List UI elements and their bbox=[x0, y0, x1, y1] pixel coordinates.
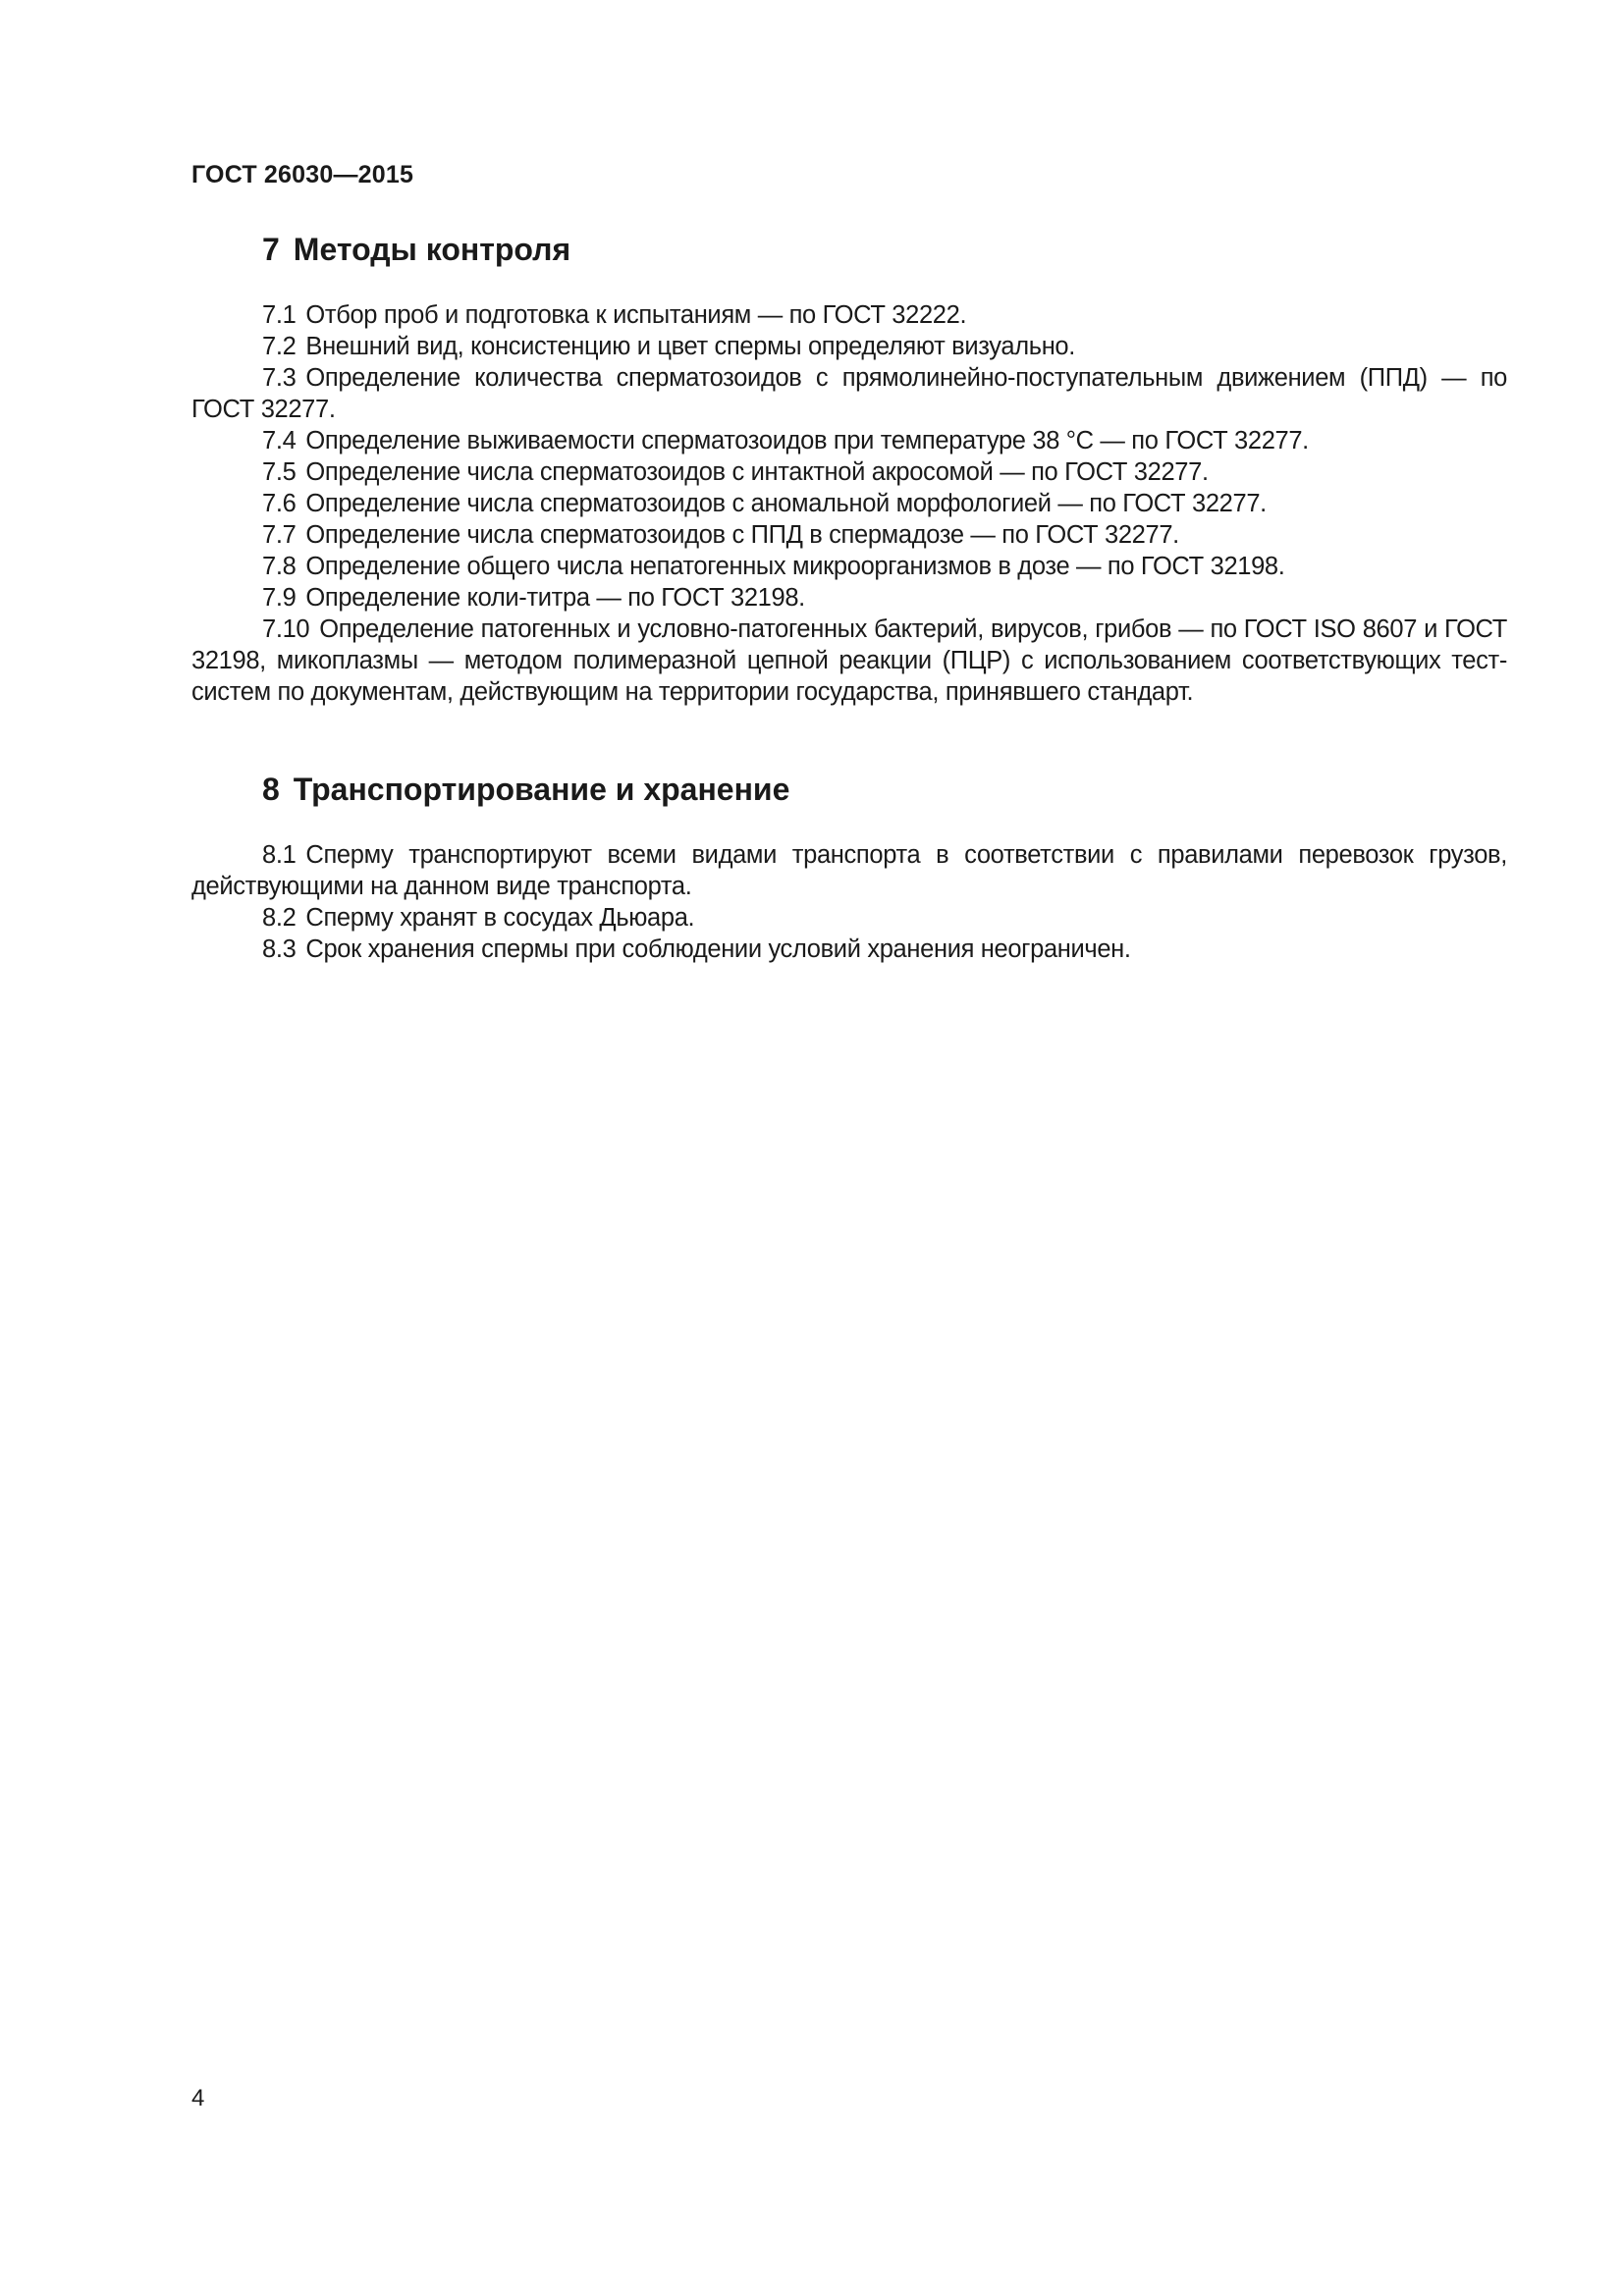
paragraph-text: Срок хранения спермы при соблюдении условий хранения неограничен. bbox=[305, 935, 1131, 963]
paragraph-number: 8.1 bbox=[262, 841, 297, 869]
paragraph-number: 7.1 bbox=[262, 301, 297, 329]
paragraph-text: Определение числа сперматозоидов с аномальной морфологией — по ГОСТ 32277. bbox=[305, 490, 1267, 517]
document-id-header: ГОСТ 26030—2015 bbox=[191, 161, 414, 188]
paragraph-text: Определение общего числа непатогенных микроорганизмов в дозе — по ГОСТ 32198. bbox=[305, 553, 1285, 580]
paragraph-text: Определение числа сперматозоидов с интактной акросомой — по ГОСТ 32277. bbox=[305, 458, 1209, 486]
paragraph-text: Определение числа сперматозоидов с ППД в спермадозе — по ГОСТ 32277. bbox=[305, 521, 1179, 549]
paragraph-7-6 bbox=[191, 488, 1507, 519]
paragraph-7-1 bbox=[191, 299, 1507, 331]
section-8-body bbox=[191, 839, 1507, 965]
section-8-number: 8 bbox=[262, 772, 280, 807]
paragraph-number: 7.4 bbox=[262, 427, 297, 454]
paragraph-7-4 bbox=[191, 425, 1507, 456]
paragraph-number: 7.5 bbox=[262, 458, 297, 486]
paragraph-7-7 bbox=[191, 519, 1507, 551]
paragraph-number: 8.2 bbox=[262, 904, 297, 932]
paragraph-7-5 bbox=[191, 456, 1507, 488]
section-8-title: Транспортирование и хранение bbox=[293, 772, 790, 807]
paragraph-text: Определение количества сперматозоидов с прямолинейно-поступательным движением (ППД) — по ГОСТ 32277. bbox=[191, 364, 1507, 423]
paragraph-7-10 bbox=[191, 614, 1507, 708]
paragraph-text: Внешний вид, консистенцию и цвет спермы определяют визуально. bbox=[305, 333, 1075, 360]
paragraph-7-8 bbox=[191, 551, 1507, 582]
section-7-number: 7 bbox=[262, 232, 280, 267]
paragraph-7-3 bbox=[191, 362, 1507, 425]
paragraph-number: 7.9 bbox=[262, 584, 297, 612]
paragraph-number: 7.2 bbox=[262, 333, 297, 360]
paragraph-number: 7.6 bbox=[262, 490, 297, 517]
paragraph-text: Определение коли-титра — по ГОСТ 32198. bbox=[305, 584, 805, 612]
paragraph-7-2 bbox=[191, 331, 1507, 362]
paragraph-text: Определение патогенных и условно-патогенных бактерий, вирусов, грибов — по ГОСТ ISO 8607 и ГОСТ 32198, микоплазмы — методом полимеразной цепной реакции (ПЦР) с использованием соответствующих тест-систем по документам, действующим на территории государства, принявшего стандарт. bbox=[191, 615, 1507, 706]
paragraph-text: Сперму хранят в сосудах Дьюара. bbox=[305, 904, 695, 932]
paragraph-number: 7.7 bbox=[262, 521, 297, 549]
section-7-body bbox=[191, 299, 1507, 708]
paragraph-number: 7.10 bbox=[262, 615, 310, 643]
paragraph-text: Сперму транспортируют всеми видами транспорта в соответствии с правилами перевозок грузов, действующими на данном виде транспорта. bbox=[191, 841, 1507, 900]
paragraph-number: 7.8 bbox=[262, 553, 297, 580]
page-number: 4 bbox=[191, 2085, 205, 2111]
section-7-title: Методы контроля bbox=[293, 232, 571, 267]
paragraph-text: Отбор проб и подготовка к испытаниям — по ГОСТ 32222. bbox=[305, 301, 967, 329]
paragraph-8-1 bbox=[191, 839, 1507, 902]
section-7-heading bbox=[262, 232, 570, 268]
paragraph-text: Определение выживаемости сперматозоидов при температуре 38 °С — по ГОСТ 32277. bbox=[305, 427, 1309, 454]
paragraph-8-2 bbox=[191, 902, 1507, 934]
section-8-heading bbox=[262, 772, 789, 808]
paragraph-number: 7.3 bbox=[262, 364, 297, 392]
paragraph-7-9 bbox=[191, 582, 1507, 614]
paragraph-number: 8.3 bbox=[262, 935, 297, 963]
paragraph-8-3 bbox=[191, 934, 1507, 965]
